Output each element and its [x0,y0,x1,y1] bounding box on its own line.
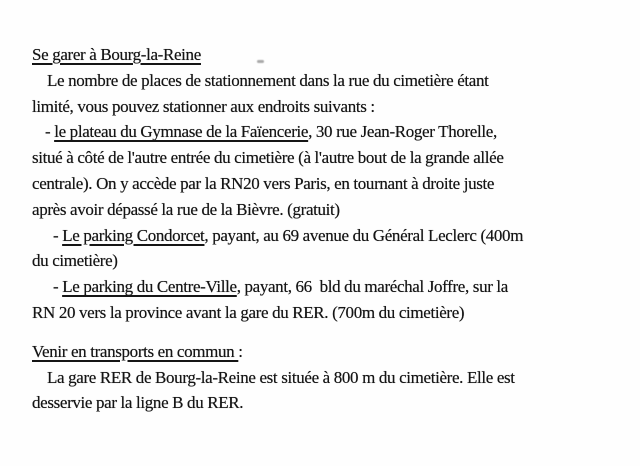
dash-marker: - [53,225,63,245]
underlined-run: le plateau du Gymnase de la Faïencerie [54,122,309,142]
list-item-centre-ville-line [32,300,620,326]
text-run: , 30 rue Jean-Roger Thorelle, [308,122,497,142]
paragraph-intro-line [32,68,620,94]
text-run: RN 20 vers la province avant la gare du RER. (700m du cimetière) [32,302,465,322]
text-run: , payant, 66 bld du maréchal Joffre, sur la [236,277,508,297]
text-run: , payant, au 69 avenue du Général Leclerc (400m [204,225,524,245]
text-run: centrale). On y accède par la RN20 vers Paris, en tournant à droite juste [32,173,495,193]
scan-speck-artifact [257,60,264,63]
text-run: du cimetière) [32,251,118,271]
heading-text: Se garer à Bourg-la-Reine [32,45,201,64]
list-item-gymnase-line [32,119,620,145]
text-run: après avoir dépassé la rue de la Bièvre. (gratuit) [32,199,340,219]
text-run: situé à côté de l'autre entrée du cimetière (à l'autre bout de la grande allée [32,148,504,168]
heading-text: Venir en transports en commun [32,341,239,361]
list-item-condorcet-line [32,223,620,249]
list-item-gymnase-line [32,171,620,197]
text-run: Le nombre de places de stationnement dans la rue du cimetière étant [47,70,489,90]
text-run: limité, vous pouvez stationner aux endroits suivants : [32,96,375,116]
text-run: desservie par la ligne B du RER. [32,393,244,413]
paragraph-transit-line [32,390,620,416]
text-run: La gare RER de Bourg-la-Reine est située à 800 m du cimetière. Elle est [47,367,515,387]
text-run: : [238,341,243,361]
list-item-condorcet-line [32,248,620,274]
paragraph-intro-line [32,94,620,120]
underlined-run: Le parking Condorcet [62,225,205,245]
underlined-run: Le parking du Centre-Ville [62,277,237,297]
section-gap [32,326,620,339]
dash-marker: - [45,122,55,142]
section-heading-transit [32,339,620,365]
paragraph-transit-line [32,365,620,391]
list-item-centre-ville-line [32,274,620,300]
document-body [32,42,620,416]
list-item-gymnase-line [32,197,620,223]
dash-marker: - [53,277,63,297]
section-heading-parking [32,42,620,68]
list-item-gymnase-line [32,145,620,171]
